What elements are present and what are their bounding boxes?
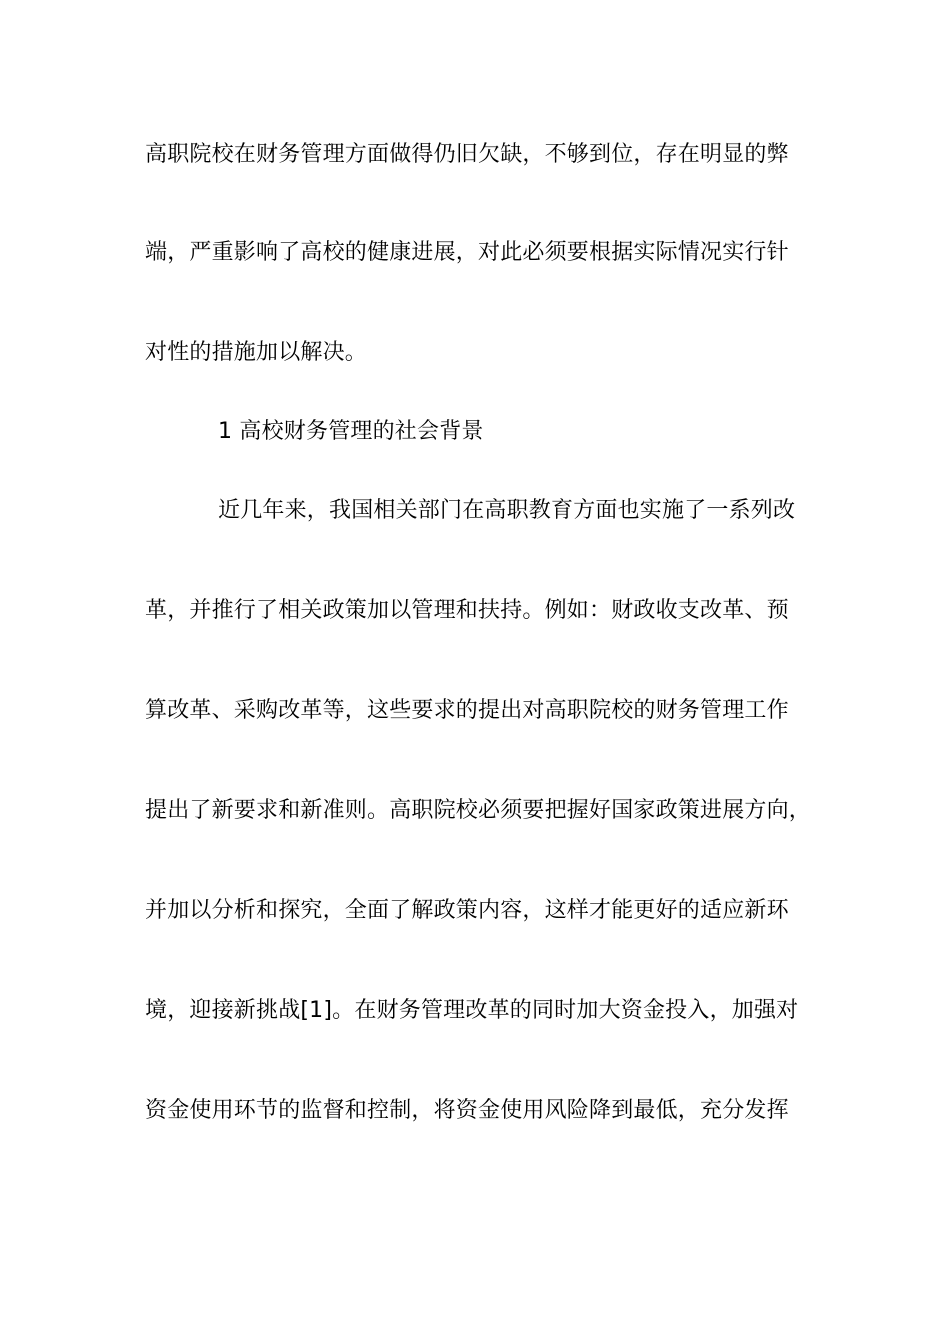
paragraph-line: 境，迎接新挑战[1]。在财务管理改革的同时加大资金投入，加强对 [145, 998, 799, 1023]
paragraph-line: 革，并推行了相关政策加以管理和扶持。例如：财政收支改革、预 [145, 598, 789, 623]
paragraph-line: 近几年来，我国相关部门在高职教育方面也实施了一系列改 [218, 498, 796, 523]
section-heading: 1 高校财务管理的社会背景 [218, 419, 484, 444]
paragraph-line: 对性的措施加以解决。 [145, 340, 368, 365]
paragraph-line: 资金使用环节的监督和控制，将资金使用风险降到最低，充分发挥 [145, 1098, 789, 1123]
paragraph-line: 算改革、采购改革等，这些要求的提出对高职院校的财务管理工作 [145, 698, 789, 723]
paragraph-line: 并加以分析和探究，全面了解政策内容，这样才能更好的适应新环 [145, 898, 789, 923]
paragraph-line: 端，严重影响了高校的健康进展，对此必须要根据实际情况实行针 [145, 240, 789, 265]
paragraph-line: 提出了新要求和新准则。高职院校必须要把握好国家政策进展方向， [145, 798, 812, 823]
paragraph-line: 高职院校在财务管理方面做得仍旧欠缺，不够到位，存在明显的弊 [145, 142, 789, 167]
